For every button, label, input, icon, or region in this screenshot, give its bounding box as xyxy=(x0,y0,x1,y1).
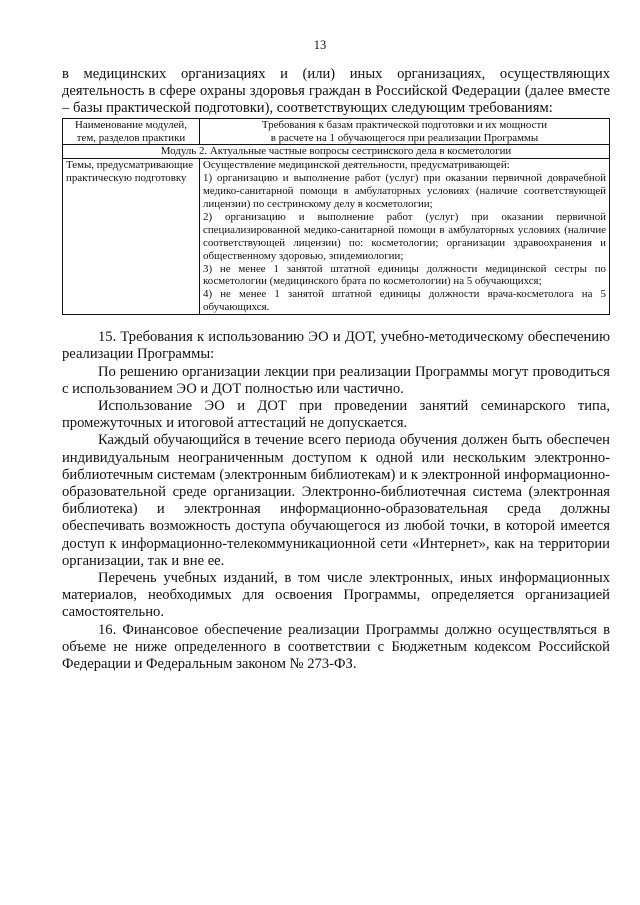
body-paragraph: Использование ЭО и ДОТ при проведении занятий семинарского типа, промежуточных и итоговой аттестаций не допускается. xyxy=(62,398,610,432)
header-col2-line1: Требования к базам практической подготовки и их мощности xyxy=(261,118,548,131)
body-paragraph: Перечень учебных изданий, в том числе электронных, иных информационных материалов, необходимых для освоения Программы, определяется организацией самостоятельно. xyxy=(62,570,610,621)
row-col1: Темы, предусматривающие практическую подготовку xyxy=(63,159,200,315)
requirement-item: 3) не менее 1 занятой штатной единицы должности медицинской сестры по косметологии (медицинского брата по косметологии) на 5 обучающихся; xyxy=(203,262,606,288)
header-col2 xyxy=(200,118,610,145)
section-16-paragraph: 16. Финансовое обеспечение реализации Программы должно осуществляться в объеме не ниже определенного в соответствии с Бюджетным кодексом Российской Федерации и Федеральным законом № 273-ФЗ. xyxy=(62,621,610,673)
intro-paragraph: в медицинских организациях и (или) иных организациях, осуществляющих деятельность в сфере охраны здоровья граждан в Российской Федерации (далее вместе – базы практической подготовки), соответствующих следующим требованиям: xyxy=(62,66,610,117)
body-paragraph: По решению организации лекции при реализации Программы могут проводиться с использованием ЭО и ДОТ полностью или частично. xyxy=(62,363,610,397)
requirement-item: 1) организацию и выполнение работ (услуг) при оказании первичной доврачебной медико-санитарной помощи в амбулаторных условиях (наличие соответствующей лицензии) по сестринскому делу в косметологии; xyxy=(203,172,606,211)
page-number: 13 xyxy=(313,38,327,52)
body-paragraph: Каждый обучающийся в течение всего периода обучения должен быть обеспечен индивидуальным неограниченным доступом к одной или нескольким электронно-библиотечным системам (электронным библиотекам) и к электронной информационно-образовательной среде организации. Электронно-библиотечная система (электронная библиотека) и электронная информационно-образовательная среда должны обеспечивать возможность доступа обучающегося из любой точки, в которой имеется доступ к информационно-телекоммуникационной сети «Интернет», как на территории организации, так и вне ее. xyxy=(62,432,610,569)
requirement-item: 2) организацию и выполнение работ (услуг) при оказании первичной специализированной медико-санитарной помощи в амбулаторных условиях (наличие соответствующей лицензии) по: косметологии; организации здравоохранения и общественному здоровью, эпидемиологии; xyxy=(203,210,606,262)
table-header-row xyxy=(63,118,610,145)
header-col1: Наименование модулей, тем, разделов практики xyxy=(63,118,200,145)
header-col2-line2: в расчете на 1 обучающегося при реализации Программы xyxy=(270,131,539,144)
module-row xyxy=(63,145,610,159)
section-15-heading: 15. Требования к использованию ЭО и ДОТ, учебно-методическому обеспечению реализации Программы: xyxy=(62,329,610,363)
requirement-item: 4) не менее 1 занятой штатной единицы должности врача-косметолога на 5 обучающихся. xyxy=(203,288,606,314)
requirement-item: Осуществление медицинской деятельности, предусматривающей: xyxy=(203,159,510,172)
module-title: Модуль 2. Актуальные частные вопросы сестринского дела в косметологии xyxy=(63,145,610,159)
page-content xyxy=(62,66,610,673)
row-requirements xyxy=(200,159,610,315)
table-row xyxy=(63,159,610,315)
requirements-table xyxy=(62,118,610,316)
